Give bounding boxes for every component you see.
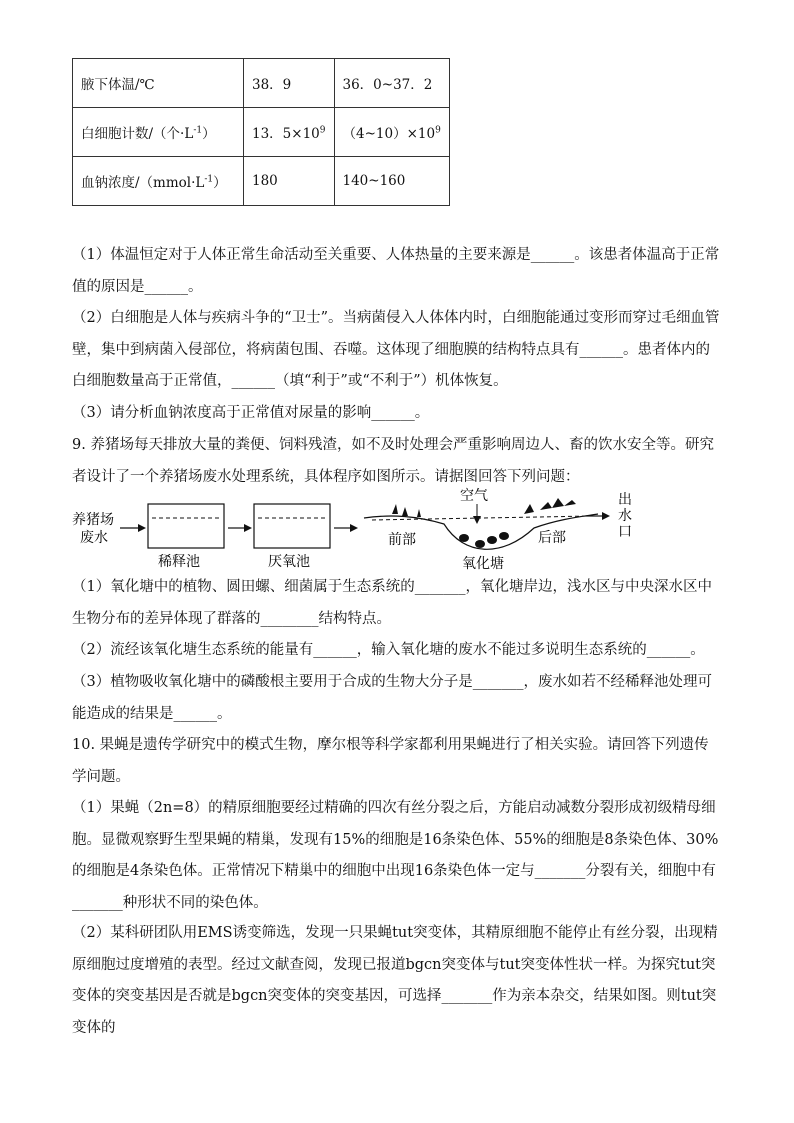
pond-label: 氧化塘	[462, 556, 504, 572]
question-paragraph: 9. 养猪场每天排放大量的粪便、饲料残渣，如不及时处理会严重影响周边人、畜的饮水安全等。研究者设计了一个养猪场废水处理系统，具体程序如图所示。请据图回答下列问题：	[72, 437, 714, 485]
anaerobic-tank	[254, 504, 330, 548]
table-cell	[244, 157, 335, 206]
back-label: 后部	[538, 530, 566, 546]
question-paragraph: （1）氧化塘中的植物、圆田螺、细菌属于生态系统的_______，氧化塘岸边，浅水区与中央深水区中生物分布的差异体现了群落的________结构特点。	[72, 579, 712, 627]
table-cell	[244, 59, 335, 108]
outlet-char: 口	[618, 524, 632, 540]
patient-value: 180	[252, 173, 278, 189]
dilution-tank	[148, 504, 224, 548]
question-paragraph: （1）体温恒定对于人体正常生命活动至关重要、人体热量的主要来源是______。该患者体温高于正常值的原因是______。	[72, 247, 720, 295]
question-paragraph: （2）白细胞是人体与疾病斗争的“卫士”。当病菌侵入人体体内时，白细胞能通过变形而穿过毛细血管壁，集中到病菌入侵部位，将病菌包围、吞噬。这体现了细胞膜的结构特点具有______。患者体内的白细胞数量高于正常值，______（填“利于”或“不利于”）机体恢复。	[72, 310, 720, 389]
front-label: 前部	[388, 532, 416, 548]
table-row	[73, 108, 450, 157]
anaerobic-tank-label: 厌氧池	[268, 554, 310, 570]
patient-value: 38．9	[252, 77, 292, 93]
table-cell	[73, 157, 244, 206]
question-paragraph: （2）某科研团队用EMS诱变筛选，发现一只果蝇tut突变体，其精原细胞不能停止有丝分裂，出现精原细胞过度增殖的表型。经过文献查阅，发现已报道bgcn突变体与tut突变体性状一样。为探究tut突变体的突变基因是否就是bgcn突变体的突变基因，可选择_______作为亲本杂交，结果如图。则tut突变体的	[72, 925, 718, 1036]
table-cell	[334, 59, 449, 108]
superscript: 9	[435, 125, 441, 136]
svg-text:出水口	[618, 492, 632, 540]
outlet-char: 水	[618, 508, 632, 524]
row-label-tail: ）	[213, 175, 227, 191]
arrow-icon	[602, 512, 610, 520]
arrow-icon	[244, 524, 252, 532]
question-paragraph: （3）植物吸收氧化塘中的磷酸根主要用于合成的生物大分子是_______，废水如若不经稀释池处理可能造成的结果是______。	[72, 674, 712, 722]
arrow-icon	[138, 524, 146, 532]
normal-value: 36．0~37．2	[342, 77, 433, 93]
row-label-tail: ）	[202, 126, 216, 142]
question-paragraph: 10. 果蝇是遗传学研究中的模式生物，摩尔根等科学家都利用果蝇进行了相关实验。请回答下列遗传学问题。	[72, 737, 709, 785]
table-cell	[334, 108, 449, 157]
patient-value: 13．5×10	[252, 126, 320, 142]
air-label: 空气	[460, 488, 488, 504]
table-row	[73, 157, 450, 206]
row-label: 血钠浓度/（mmol·L	[81, 175, 205, 191]
wastewater-diagram	[72, 484, 652, 574]
superscript: 9	[319, 125, 326, 136]
data-table	[72, 58, 450, 206]
table-cell	[73, 108, 244, 157]
question-paragraph: （1）果蝇（2n=8）的精原细胞要经过精确的四次有丝分裂之后，方能启动减数分裂形成初级精母细胞。显微观察野生型果蝇的精巢，发现有15%的细胞是16条染色体、55%的细胞是8条染色体、30%的细胞是4条染色体。正常情况下精巢中的细胞中出现16条染色体一定与_______分裂有关，细胞中有_______种形状不同的染色体。	[72, 800, 719, 911]
table-cell	[73, 59, 244, 108]
outlet-char: 出	[618, 492, 632, 508]
normal-value: （4~10）×10	[342, 126, 436, 142]
dilution-tank-label: 稀释池	[158, 554, 200, 570]
arrow-icon	[473, 516, 481, 524]
row-label: 白细胞计数/（个·L	[81, 126, 194, 142]
source-label: 废水	[80, 530, 108, 546]
superscript: -1	[204, 174, 214, 185]
normal-value: 140~160	[342, 173, 406, 189]
table-cell	[244, 108, 335, 157]
source-label: 养猪场	[72, 512, 114, 528]
superscript: -1	[193, 125, 203, 136]
outlet-label	[618, 492, 632, 540]
table-row	[73, 59, 450, 108]
question-paragraph: （2）流经该氧化塘生态系统的能量有______，输入氧化塘的废水不能过多说明生态系统的______。	[72, 642, 705, 658]
table-cell	[334, 157, 449, 206]
row-label: 腋下体温/℃	[81, 77, 155, 93]
question-paragraph: （3）请分析血钠浓度高于正常值对尿量的影响______。	[72, 405, 430, 421]
arrow-icon	[350, 524, 358, 532]
